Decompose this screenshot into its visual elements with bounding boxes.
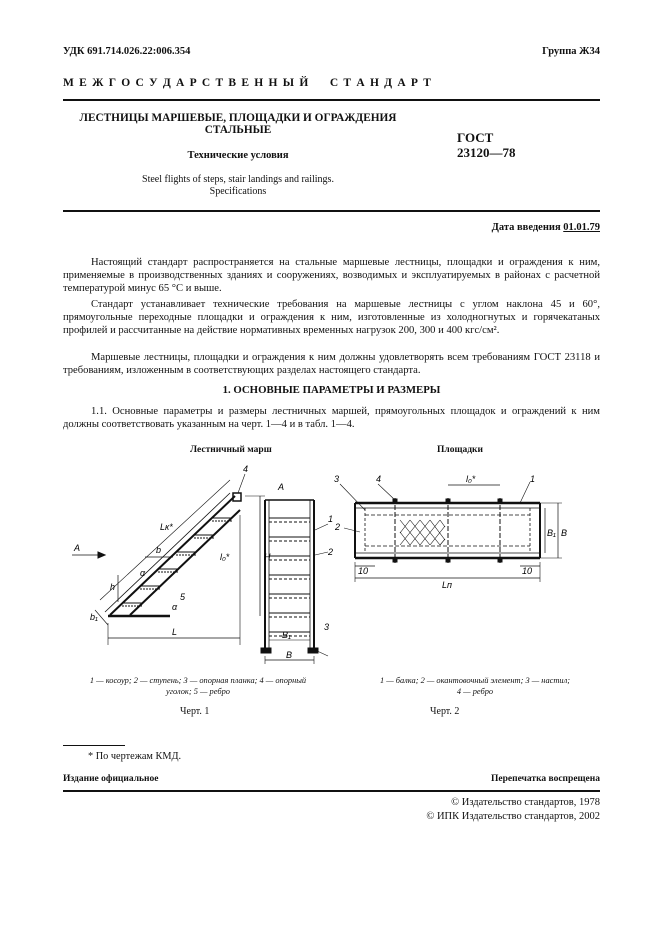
footnote: * По чертежам КМД.	[88, 751, 182, 762]
fig1-label-alpha: α	[140, 568, 146, 578]
figure1-caption-line2: уголок; 5 — ребро	[166, 686, 230, 696]
standard-banner: М Е Ж Г О С У Д А Р С Т В Е Н Н Ы Й С Т А Н Д А Р Т	[63, 77, 433, 89]
group-code: Группа Ж34	[542, 46, 600, 57]
footnote-rule	[63, 745, 125, 746]
fig1-label-b1: b₁	[90, 612, 98, 622]
gost-number: 23120—78	[457, 145, 516, 160]
fig2-label-l0: l₀*	[466, 474, 476, 484]
doc-title-english	[63, 174, 413, 198]
title-en-line2: Specifications	[209, 186, 267, 197]
header-rule	[63, 99, 600, 101]
copyright-1978: © Издательство стандартов, 1978	[451, 797, 600, 808]
figure2-caption-line1: 1 — балка; 2 — окантовочный элемент; 3 — настил;	[379, 676, 571, 685]
fig1-label-H: H	[264, 552, 271, 562]
figure2-heading: Площадки	[437, 445, 483, 455]
footer-rule	[63, 790, 600, 792]
paragraph-1-1: 1.1. Основные параметры и размеры лестничных маршей, прямоугольных площадок и ограждений к ним должны соответствовать указанным на черт. 1—4 и в табл. 1—4.	[63, 406, 600, 431]
fig1-label-B: B	[286, 650, 293, 660]
intro-date-value: 01.01.79	[563, 222, 600, 233]
figure1-label: Черт. 1	[180, 706, 210, 717]
intro-date-label: Дата введения	[491, 222, 561, 233]
copyright-block	[426, 796, 600, 823]
paragraph-compliance: Маршевые лестницы, площадки и ограждения к ним должны удовлетворять всем требованиям ГОСТ 23118 и требованиям, изложенным в соответствующих разделах настоящего стандарта.	[63, 352, 600, 377]
fig1-label-A2: А	[278, 482, 285, 492]
figure1-drawing	[60, 460, 350, 665]
fig1-label-5: 5	[180, 592, 186, 602]
fig1-label-3: 3	[324, 622, 330, 632]
fig1-label-L: L	[172, 627, 178, 637]
fig2-label-4: 4	[376, 474, 382, 484]
fig1-label-b: b	[156, 545, 162, 555]
intro-date	[492, 222, 600, 233]
fig1-label-Lk: Lк*	[160, 522, 173, 532]
figure2-label: Черт. 2	[430, 706, 460, 717]
fig2-label-1: 1	[530, 474, 536, 484]
fig2-label-2: 2	[335, 522, 341, 532]
fig1-label-L0: l₀*	[220, 552, 230, 562]
udk-code: УДК 691.714.026.22:006.354	[63, 46, 191, 57]
figure2-drawing	[320, 470, 605, 605]
fig1-label-2: 2	[328, 547, 334, 557]
paragraph-requirements: Стандарт устанавливает технические требования на маршевые лестницы с углом наклона 45 и 60°, прямоугольные переходные площадки и ограждения к ним, изготовленные из холодногнутых и горячекатаных профилей и рассчитанные на действие нормативных временных нагрузок 200, 300 и 400 кгс/см².	[63, 299, 600, 337]
gost-label: ГОСТ	[457, 130, 494, 145]
title-rule	[63, 210, 600, 212]
fig2-label-Ln: Lп	[442, 580, 452, 590]
footer-reprint: Перепечатка воспрещена	[490, 774, 600, 784]
fig2-label-10b: 10	[522, 566, 533, 576]
fig1-label-alpha2: α	[172, 602, 178, 612]
fig2-label-B1: B₁	[547, 528, 556, 538]
gost-id	[457, 130, 516, 160]
figure2-caption-line2: 4 — ребро	[456, 686, 494, 696]
fig1-label-B1: B₁	[282, 630, 291, 640]
figure2-caption	[350, 676, 600, 697]
fig1-label-h: h	[110, 582, 116, 592]
fig1-label-1: 1	[328, 514, 334, 524]
copyright-2002: © ИПК Издательство стандартов, 2002	[426, 810, 600, 822]
figure1-caption	[63, 676, 333, 697]
footer-edition: Издание официальное	[63, 774, 159, 784]
figure1-heading: Лестничный марш	[190, 445, 272, 455]
title-en-line1: Steel flights of steps, stair landings and railings.	[142, 174, 334, 185]
fig2-label-3: 3	[334, 474, 340, 484]
fig1-label-A: А	[74, 543, 81, 553]
fig1-label-4: 4	[243, 464, 249, 474]
doc-subtitle: Технические условия	[187, 150, 289, 161]
section-title: 1. ОСНОВНЫЕ ПАРАМЕТРЫ И РАЗМЕРЫ	[222, 384, 441, 396]
fig2-label-B: B	[561, 528, 568, 538]
fig2-label-10a: 10	[358, 566, 369, 576]
doc-title: ЛЕСТНИЦЫ МАРШЕВЫЕ, ПЛОЩАДКИ И ОГРАЖДЕНИЯ СТАЛЬНЫЕ	[79, 112, 397, 136]
paragraph-scope: Настоящий стандарт распространяется на стальные маршевые лестницы, площадки и ограждения к ним, применяемые в производственных зданиях и сооружениях, возводимых и эксплуатируемых в районах с расчетной температурой минус 65 °С и выше.	[63, 257, 600, 295]
figure1-caption-line1: 1 — косоур; 2 — ступень; 3 — опорная планка; 4 — опорный	[89, 676, 307, 685]
